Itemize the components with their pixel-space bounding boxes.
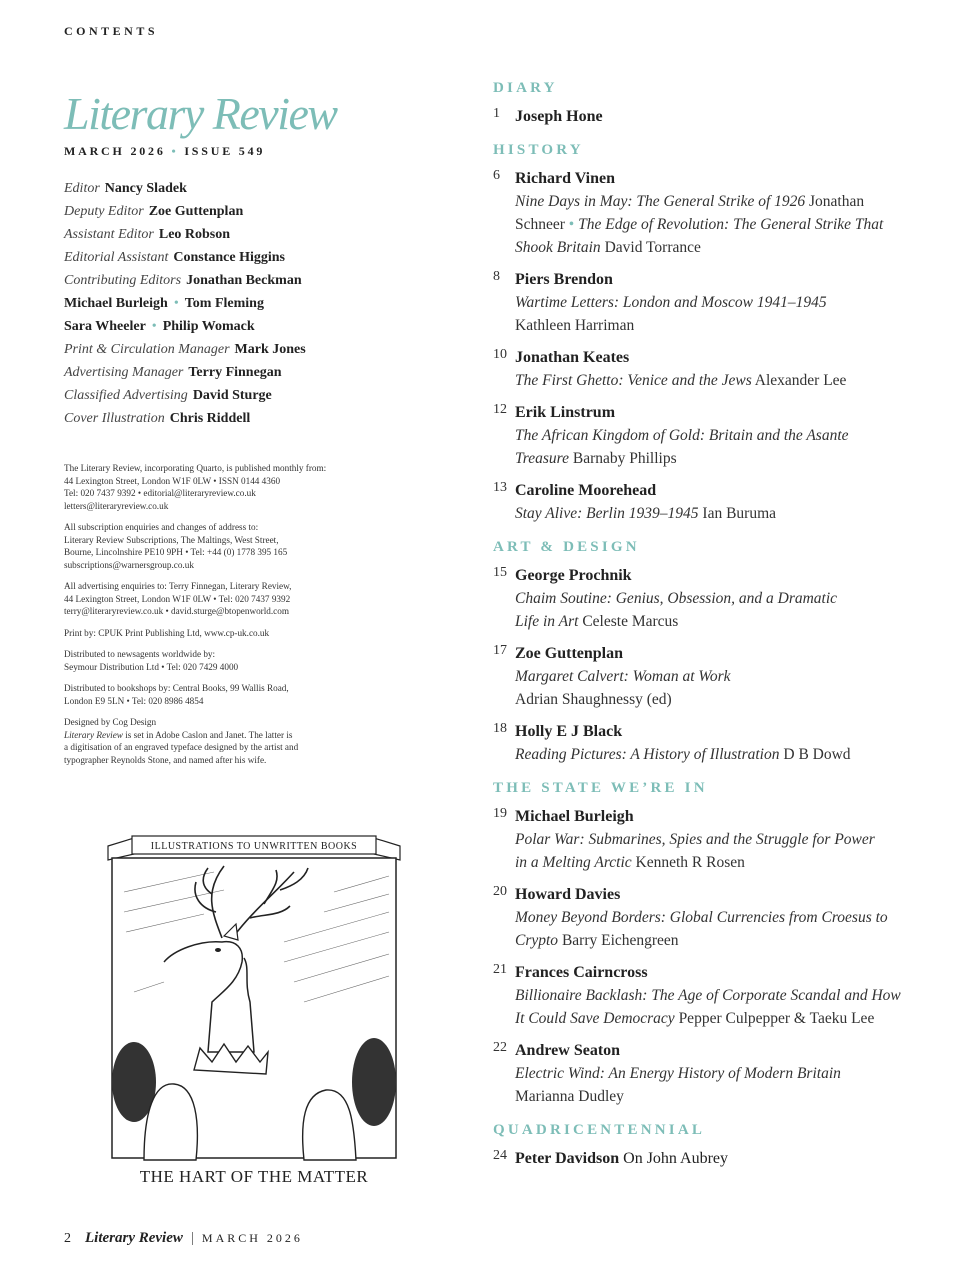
banner-right-tail [374, 838, 400, 860]
section-history [493, 142, 913, 525]
staff-row [64, 315, 424, 338]
book-author: D B Dowd [779, 746, 851, 763]
entry-description [515, 424, 913, 470]
page-number: 20 [493, 884, 507, 899]
desc-line [515, 665, 913, 688]
book-title: The African Kingdom of Gold: Britain and the Asante [515, 427, 849, 444]
book-title: Stay Alive: Berlin 1939–1945 [515, 505, 699, 522]
desc-line [515, 828, 913, 851]
desc-line [515, 369, 913, 392]
issue-month: MARCH 2026 [64, 144, 166, 158]
entry-description [515, 369, 913, 392]
book-author: Celeste Marcus [578, 613, 679, 630]
info-line: The Literary Review, incorporating Quarto, is published monthly from: [64, 463, 327, 473]
desc-line [515, 190, 913, 213]
info-line: London E9 5LN • Tel: 020 8986 4854 [64, 695, 204, 706]
staff-name: Chris Riddell [169, 411, 251, 426]
staff-name: Nancy Sladek [104, 181, 187, 196]
page-number: 1 [493, 106, 500, 121]
footer-page-number: 2 [64, 1230, 71, 1246]
entry-author: Jonathan Keates [515, 349, 630, 366]
footer-title: Literary Review [85, 1230, 183, 1246]
staff-name: Michael Burleigh [64, 296, 168, 311]
book-title: Wartime Letters: London and Moscow 1941–1945 [515, 294, 827, 311]
contents-label: CONTENTS [64, 24, 159, 38]
issue-line [64, 144, 424, 159]
banner-left-tail [108, 838, 134, 860]
book-author: David Torrance [600, 239, 701, 256]
desc-line: Marianna Dudley [515, 1088, 624, 1105]
contents-entry[interactable] [493, 564, 913, 633]
contents-entry[interactable] [493, 642, 913, 711]
page-number: 19 [493, 806, 507, 821]
book-title: Margaret Calvert: Woman at Work [515, 668, 731, 685]
info-line: a digitisation of an engraved typeface designed by the artist and [64, 742, 299, 752]
info-paragraph [64, 648, 394, 673]
cartoon-illustration [104, 832, 404, 1192]
masthead-column [64, 88, 424, 775]
entry-description [515, 502, 913, 525]
deer-eye [215, 948, 221, 952]
info-paragraph [64, 627, 394, 640]
staff-row [64, 269, 424, 292]
book-title: It Could Save Democracy [515, 1010, 675, 1027]
desc-line [515, 851, 913, 874]
page-footer [64, 1230, 303, 1247]
info-line: Designed by Cog Design [64, 717, 157, 727]
info-line: Distributed to newsagents worldwide by: [64, 649, 216, 659]
book-title: The Edge of Revolution: The General Strike That [574, 216, 884, 233]
entry-author: Caroline Moorehead [515, 482, 657, 499]
staff-name: Leo Robson [158, 227, 231, 242]
contents-entry[interactable] [493, 805, 913, 874]
desc-line [515, 291, 913, 314]
staff-role: Editorial Assistant [64, 250, 169, 265]
entry-description [515, 984, 913, 1030]
entry-author: Joseph Hone [515, 108, 603, 125]
section-title: THE STATE WE’RE IN [493, 780, 708, 796]
info-paragraph [64, 462, 394, 512]
book-author: Jonathan [805, 193, 865, 210]
info-paragraph [64, 716, 394, 766]
page-number: 21 [493, 962, 507, 977]
desc-line [515, 1062, 913, 1085]
info-paragraph [64, 521, 394, 571]
page-number: 13 [493, 480, 507, 495]
book-title: Billionaire Backlash: The Age of Corporate Scandal and How [515, 987, 901, 1004]
staff-role: Contributing Editors [64, 273, 182, 288]
section-quadricentennial [493, 1122, 913, 1170]
contents-entry[interactable] [493, 268, 913, 337]
page-number: 17 [493, 643, 507, 658]
info-line: Seymour Distribution Ltd • Tel: 020 7429 4000 [64, 661, 239, 672]
masthead-title: Literary Review [64, 88, 337, 139]
staff-separator: • [151, 319, 157, 334]
book-title: Crypto [515, 932, 559, 949]
staff-name: Mark Jones [234, 342, 306, 357]
info-line [64, 729, 394, 742]
contents-entry[interactable] [493, 105, 913, 128]
section-state-were-in [493, 780, 913, 1108]
book-title: Electric Wind: An Energy History of Modern Britain [515, 1065, 841, 1082]
staff-row [64, 384, 424, 407]
page-number: 8 [493, 269, 500, 284]
section-diary [493, 80, 913, 128]
contents-entry[interactable] [493, 883, 913, 952]
contents-entry[interactable] [493, 1147, 913, 1170]
desc-line [515, 587, 913, 610]
staff-name: Tom Fleming [184, 296, 264, 311]
page-number: 24 [493, 1148, 507, 1163]
info-line: terry@literaryreview.co.uk • david.sturge@btopenworld.com [64, 606, 290, 616]
info-line: All advertising enquiries to: Terry Finnegan, Literary Review, [64, 581, 292, 591]
staff-name: David Sturge [192, 388, 272, 403]
footer-separator: | [190, 1230, 194, 1246]
section-title: ART & DESIGN [493, 539, 640, 555]
contents-entry[interactable] [493, 346, 913, 392]
entry-author: Holly E J Black [515, 723, 623, 740]
staff-name: Zoe Guttenplan [148, 204, 244, 219]
entry-author: Frances Cairncross [515, 964, 648, 981]
desc-line [515, 1007, 913, 1030]
contents-entry[interactable] [493, 401, 913, 470]
page-number: 10 [493, 347, 507, 362]
book-title: Money Beyond Borders: Global Currencies from Croesus to [515, 909, 888, 926]
staff-row [64, 361, 424, 384]
info-text: is set in Adobe Caslon and Janet. The latter is [122, 729, 293, 740]
info-line: typographer Reynolds Stone, and named after his wife. [64, 754, 267, 765]
book-title: Polar War: Submarines, Spies and the Struggle for Power [515, 831, 875, 848]
entry-author: George Prochnik [515, 567, 632, 584]
entry-description [515, 906, 913, 952]
desc-line [515, 424, 913, 447]
entry-line [515, 1147, 913, 1170]
book-title: Chaim Soutine: Genius, Obsession, and a Dramatic [515, 590, 838, 607]
entry-subject: On John Aubrey [619, 1150, 729, 1167]
staff-row [64, 338, 424, 361]
section-title: DIARY [493, 80, 558, 96]
desc-line [515, 743, 913, 766]
entry-author: Zoe Guttenplan [515, 645, 624, 662]
contents-entry[interactable] [493, 961, 913, 1030]
entry-author: Erik Linstrum [515, 404, 616, 421]
section-art-design [493, 539, 913, 766]
contents-entry[interactable] [493, 1039, 913, 1108]
staff-role: Cover Illustration [64, 411, 165, 426]
book-title: Treasure [515, 450, 569, 467]
desc-line: Kathleen Harriman [515, 317, 635, 334]
page-number: 22 [493, 1040, 507, 1055]
info-italic: Literary Review [64, 729, 123, 740]
staff-role: Assistant Editor [64, 227, 154, 242]
contents-entry[interactable] [493, 167, 913, 259]
desc-line [515, 236, 913, 259]
footer-date: MARCH 2026 [201, 1231, 303, 1245]
entry-description [515, 665, 913, 711]
staff-name: Constance Higgins [173, 250, 285, 265]
page-number: 15 [493, 565, 507, 580]
page-number: 6 [493, 168, 500, 183]
staff-role: Editor [64, 181, 100, 196]
book-title: Nine Days in May: The General Strike of 1926 [515, 193, 806, 210]
contents-entry[interactable] [493, 720, 913, 766]
entry-author: Piers Brendon [515, 271, 613, 288]
book-author: Schneer [515, 216, 569, 233]
staff-name: Terry Finnegan [188, 365, 282, 380]
book-title: Shook Britain [515, 239, 601, 256]
staff-role: Advertising Manager [64, 365, 184, 380]
entry-author: Peter Davidson [515, 1150, 620, 1167]
desc-line: Adrian Shaughnessy (ed) [515, 691, 672, 708]
entry-author: Richard Vinen [515, 170, 616, 187]
desc-line [515, 906, 913, 929]
book-author: Kenneth R Rosen [631, 854, 745, 871]
staff-row [64, 223, 424, 246]
entry-author: Howard Davies [515, 886, 621, 903]
staff-list [64, 177, 424, 430]
book-title: Life in Art [515, 613, 579, 630]
book-author: Alexander Lee [751, 372, 847, 389]
book-title: in a Melting Arctic [515, 854, 632, 871]
staff-separator: • [173, 296, 179, 311]
info-line: Tel: 020 7437 9392 • editorial@literaryreview.co.uk [64, 488, 256, 498]
book-author: Barry Eichengreen [558, 932, 679, 949]
staff-name: Philip Womack [162, 319, 255, 334]
entry-author: Andrew Seaton [515, 1042, 621, 1059]
entry-description [515, 743, 913, 766]
issue-separator: • [171, 144, 179, 158]
info-line: 44 Lexington Street, London W1F 0LW • Tel: 020 7437 9392 [64, 593, 291, 604]
staff-role: Classified Advertising [64, 388, 188, 403]
staff-role: Deputy Editor [64, 204, 144, 219]
desc-line [515, 610, 913, 633]
desc-line [515, 929, 913, 952]
page-number: 12 [493, 402, 507, 417]
info-line: Literary Review Subscriptions, The Maltings, West Street, [64, 534, 279, 545]
book-title: Reading Pictures: A History of Illustration [515, 746, 780, 763]
book-author: Ian Buruma [698, 505, 777, 522]
staff-row [64, 200, 424, 223]
publisher-info [64, 462, 394, 766]
info-line: 44 Lexington Street, London W1F 0LW • ISSN 0144 4360 [64, 475, 281, 486]
desc-line [515, 984, 913, 1007]
info-line: subscriptions@warnersgroup.co.uk [64, 559, 194, 570]
entry-description [515, 587, 913, 633]
info-line: All subscription enquiries and changes of address to: [64, 522, 259, 532]
entry-description [515, 828, 913, 874]
staff-name: Jonathan Beckman [186, 273, 302, 288]
page-number: 18 [493, 721, 507, 736]
info-line: Distributed to bookshops by: Central Books, 99 Wallis Road, [64, 683, 289, 693]
desc-line [515, 502, 913, 525]
book-title: The First Ghetto: Venice and the Jews [515, 372, 752, 389]
desc-line [515, 447, 913, 470]
staff-role: Print & Circulation Manager [64, 342, 230, 357]
info-line: Bourne, Lincolnshire PE10 9PH • Tel: +44 (0) 1778 395 165 [64, 547, 288, 557]
book-author: Barnaby Phillips [568, 450, 677, 467]
entry-author: Michael Burleigh [515, 808, 634, 825]
contents-entry[interactable] [493, 479, 913, 525]
cartoon-caption: THE HART OF THE MATTER [139, 1167, 369, 1186]
info-paragraph [64, 580, 394, 618]
info-paragraph [64, 682, 394, 707]
entry-separator: • [568, 216, 575, 233]
staff-row [64, 292, 424, 315]
info-line: letters@literaryreview.co.uk [64, 500, 169, 511]
staff-row [64, 177, 424, 200]
book-author: Pepper Culpepper & Taeku Lee [674, 1010, 875, 1027]
staff-row [64, 246, 424, 269]
entry-description [515, 291, 913, 337]
banner-text: ILLUSTRATIONS TO UNWRITTEN BOOKS [150, 841, 358, 852]
staff-name: Sara Wheeler [64, 319, 146, 334]
entry-description [515, 190, 913, 259]
staff-row [64, 407, 424, 430]
contents-column [493, 80, 913, 1184]
section-title: QUADRICENTENNIAL [493, 1122, 706, 1138]
desc-line [515, 213, 913, 236]
info-line: Print by: CPUK Print Publishing Ltd, www.cp-uk.co.uk [64, 627, 270, 638]
section-title: HISTORY [493, 142, 584, 158]
issue-number: ISSUE 549 [184, 144, 266, 158]
entry-description [515, 1062, 913, 1108]
